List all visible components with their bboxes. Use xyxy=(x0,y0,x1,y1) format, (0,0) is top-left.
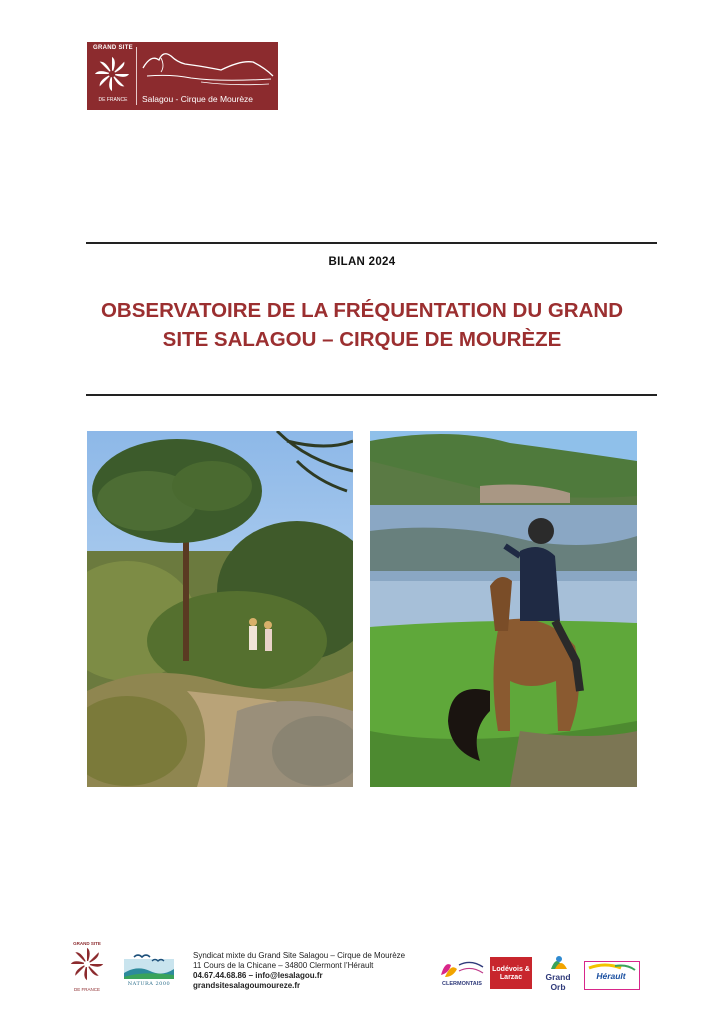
footer-logo-top-text: GRAND SITE xyxy=(73,941,101,946)
logo-bottom-text: DE FRANCE xyxy=(98,97,128,103)
clermontais-label: CLERMONTAIS xyxy=(442,981,482,987)
partner-lodevois-logo xyxy=(490,957,532,989)
logo-top-text: GRAND SITE xyxy=(92,45,133,51)
lodevois-label: Lodévois & Larzac xyxy=(492,966,530,981)
natura-2000-logo xyxy=(122,951,176,989)
top-rule xyxy=(86,242,657,244)
sun-icon xyxy=(93,55,131,93)
title-line-1: OBSERVATOIRE DE LA FRÉQUENTATION DU GRAND xyxy=(100,299,623,322)
landscape-icon xyxy=(141,46,275,88)
herault-label: Hérault xyxy=(596,971,626,981)
footer-address xyxy=(193,951,405,991)
website-link[interactable]: grandsitesalagoumoureze.fr xyxy=(193,981,301,990)
natura-label: NATURA 2000 xyxy=(127,981,171,987)
logo-subtitle: Salagou - Cirque de Mourèze xyxy=(142,94,254,104)
photo-horse-rider-lake xyxy=(370,431,637,787)
partner-grand-orb-logo xyxy=(537,953,579,992)
partner-herault-logo xyxy=(584,961,640,990)
grand-orb-label: Grand Orb xyxy=(545,972,571,992)
clermontais-icon xyxy=(437,955,487,981)
address-line-1: Syndicat mixte du Grand Site Salagou – Cirque de Mourèze xyxy=(193,951,406,960)
page-title xyxy=(60,296,664,354)
partner-clermontais-logo xyxy=(437,955,487,989)
grand-orb-icon xyxy=(537,953,579,971)
bottom-rule xyxy=(86,394,657,396)
grand-site-logo xyxy=(87,42,278,110)
logo-divider xyxy=(136,47,137,105)
footer-sun-icon xyxy=(66,946,108,982)
report-label: BILAN 2024 xyxy=(328,256,396,268)
photo-pine-trail xyxy=(87,431,353,787)
footer-logo-bottom-text: DE FRANCE xyxy=(73,987,100,992)
address-line-2: 11 Cours de la Chicane – 34800 Clermont l’Hérault xyxy=(193,961,374,970)
contact-line: 04.67.44.68.86 – info@lesalagou.fr xyxy=(193,971,323,980)
title-line-2: SITE SALAGOU – CIRQUE DE MOURÈZE xyxy=(162,328,562,351)
footer-grand-site-logo xyxy=(66,941,108,993)
natura-birds-icon xyxy=(122,951,176,981)
